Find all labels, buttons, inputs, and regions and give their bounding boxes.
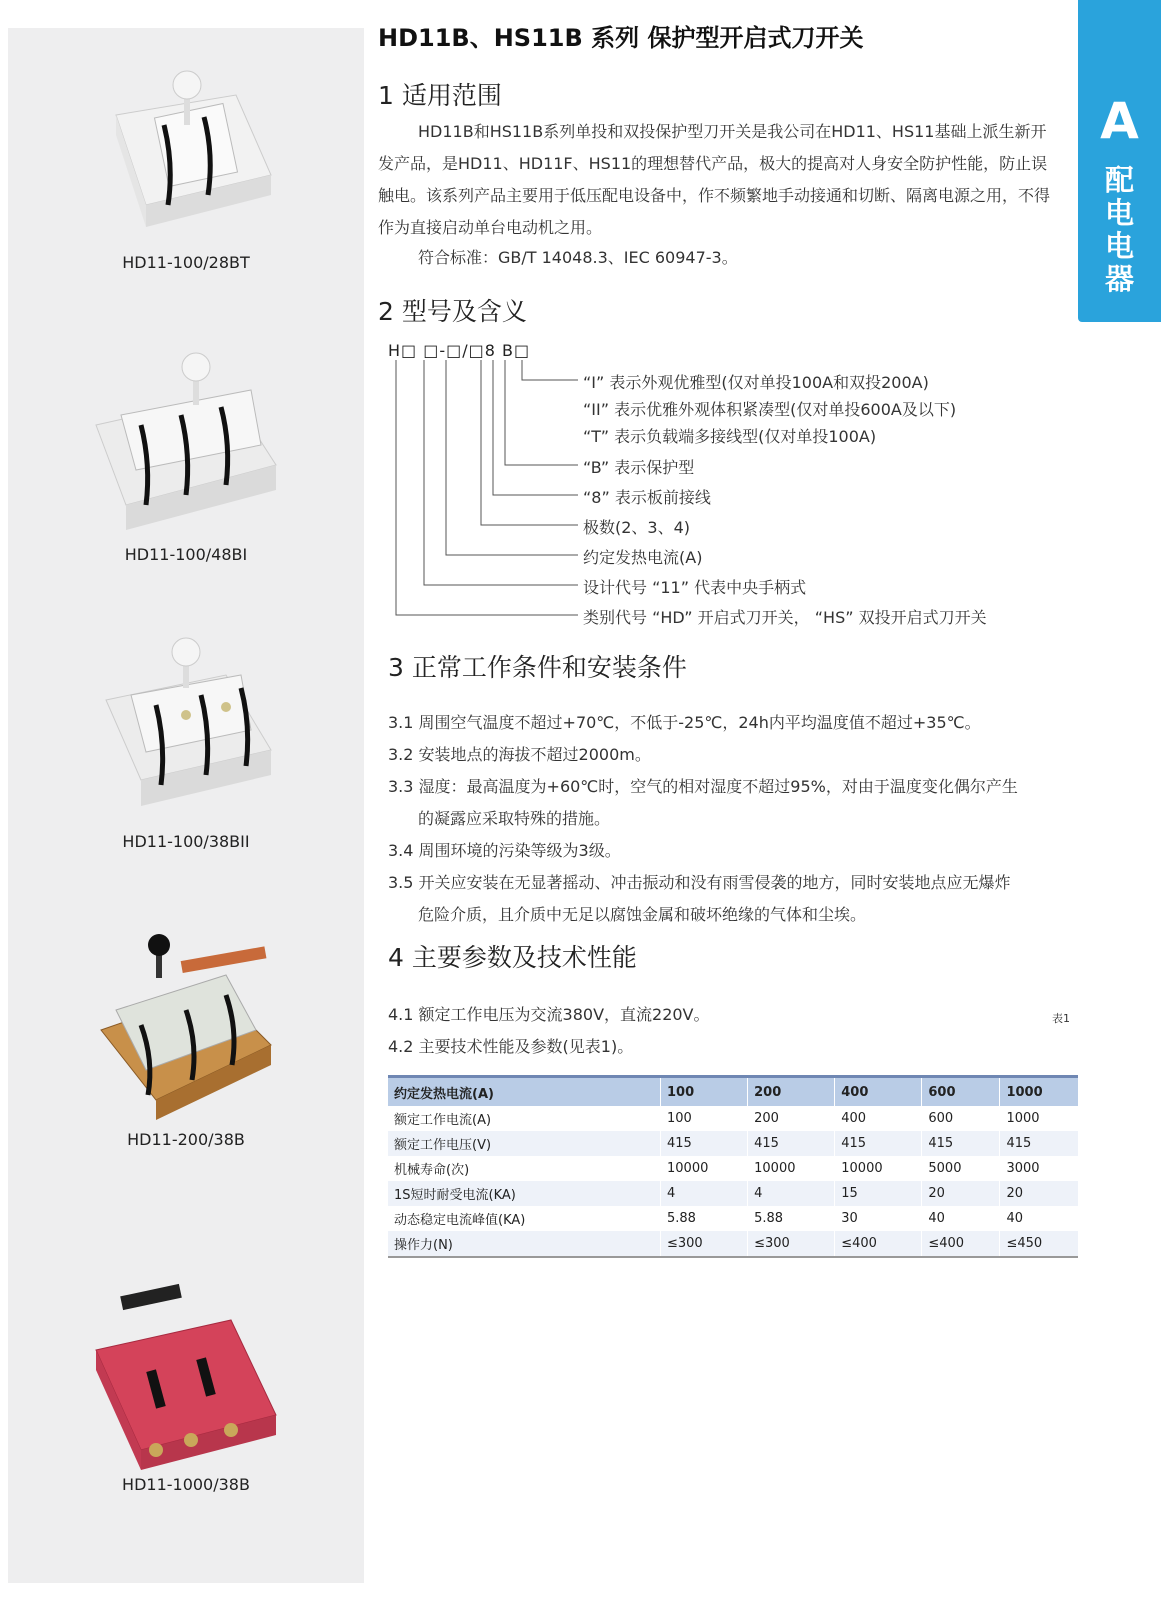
table-cell: 10000 bbox=[661, 1156, 748, 1181]
spec-table bbox=[388, 1075, 1078, 1258]
table-label: 表1 bbox=[1052, 1012, 1070, 1025]
model-item: “B” 表示保护型 bbox=[583, 458, 695, 477]
model-item: 极数(2、3、4) bbox=[583, 518, 691, 537]
table-cell: 3000 bbox=[1000, 1156, 1078, 1181]
product-hd11-100-48bi bbox=[8, 345, 364, 564]
table-cell: 415 bbox=[1000, 1131, 1078, 1156]
model-item: “II” 表示优雅外观体积紧凑型(仅对单投600A及以下) bbox=[583, 400, 957, 419]
section-tab bbox=[1078, 0, 1161, 322]
table-cell: 5000 bbox=[922, 1156, 1000, 1181]
table-cell: 机械寿命(次) bbox=[394, 1163, 470, 1178]
table-cell: 1S短时耐受电流(KA) bbox=[388, 1181, 661, 1206]
product-caption: HD11-100/28BT bbox=[122, 253, 250, 272]
model-item: 设计代号 “11” 代表中央手柄式 bbox=[583, 578, 807, 597]
table-row bbox=[388, 1106, 1078, 1131]
table-cell: 100 bbox=[661, 1106, 748, 1131]
table-cell: 40 bbox=[1000, 1206, 1078, 1231]
table-cell: 40 bbox=[922, 1206, 1000, 1231]
table-cell: 额定工作电流(A) bbox=[394, 1113, 492, 1128]
product-caption: HD11-100/38BII bbox=[122, 832, 250, 851]
product-caption: HD11-100/48BI bbox=[124, 545, 248, 564]
table-cell: 操作力(N) bbox=[388, 1231, 661, 1257]
table-cell: 30 bbox=[835, 1206, 922, 1231]
table-row bbox=[388, 1156, 1078, 1181]
table-header-cell: 1000 bbox=[1000, 1077, 1078, 1107]
condition-item: 3.5 开关应安装在无显著摇动、冲击振动和没有雨雪侵袭的地方，同时安装地点应无爆炸 bbox=[388, 873, 1011, 892]
param-item: 4.1 额定工作电压为交流380V，直流220V。 bbox=[388, 1005, 710, 1024]
model-item: “T” 表示负载端多接线型(仅对单投100A) bbox=[583, 427, 877, 446]
table-cell: 额定工作电压(V) bbox=[388, 1131, 661, 1156]
table-cell: ≤400 bbox=[922, 1231, 1000, 1257]
model-item: “I” 表示外观优雅型(仅对单投100A和双投200A) bbox=[583, 373, 929, 392]
section3-heading: 3 正常工作条件和安装条件 bbox=[388, 653, 687, 682]
table-cell: 200 bbox=[748, 1106, 835, 1131]
product-hd11-200-38b bbox=[8, 930, 364, 1149]
condition-item: 3.4 周围环境的污染等级为3级。 bbox=[388, 841, 621, 860]
table-cell: 600 bbox=[922, 1106, 1000, 1131]
table-row bbox=[388, 1231, 1078, 1257]
table-row bbox=[388, 1181, 1078, 1206]
model-code: H□ □-□/□8 B□ bbox=[388, 341, 531, 360]
switch-image-2 bbox=[81, 345, 291, 535]
table-row bbox=[388, 1206, 1078, 1231]
condition-item: 3.3 湿度：最高温度为+60℃时，空气的相对湿度不超过95%，对由于温度变化偶尔产生 bbox=[388, 777, 1018, 796]
table-cell: ≤450 bbox=[1000, 1231, 1078, 1257]
page-title: HD11B、HS11B 系列 保护型开启式刀开关 bbox=[378, 24, 864, 52]
table-cell: ≤300 bbox=[748, 1231, 835, 1257]
table-cell: 20 bbox=[922, 1181, 1000, 1206]
condition-item: 3.2 安装地点的海拔不超过2000m。 bbox=[388, 745, 651, 764]
table-cell: 1000 bbox=[1000, 1106, 1078, 1131]
switch-image-5 bbox=[81, 1280, 291, 1470]
table-cell: 15 bbox=[835, 1181, 922, 1206]
section1-standard: 符合标准：GB/T 14048.3、IEC 60947-3。 bbox=[418, 248, 738, 267]
table-cell: 5.88 bbox=[748, 1206, 835, 1231]
table-cell: 4 bbox=[661, 1181, 748, 1206]
condition-item-cont: 的凝露应采取特殊的措施。 bbox=[418, 809, 611, 828]
table-cell: 动态稳定电流峰值(KA) bbox=[394, 1213, 526, 1228]
table-cell: 4 bbox=[748, 1181, 835, 1206]
model-diagram-lines bbox=[388, 360, 588, 630]
table-header-cell: 600 bbox=[922, 1077, 1000, 1107]
section2-heading: 2 型号及含义 bbox=[378, 297, 527, 326]
table-header-cell: 约定发热电流(A) bbox=[388, 1077, 661, 1107]
section4-heading: 4 主要参数及技术性能 bbox=[388, 943, 637, 972]
product-hd11-100-38bii bbox=[8, 630, 364, 851]
product-caption: HD11-200/38B bbox=[127, 1130, 245, 1149]
table-cell: 20 bbox=[1000, 1181, 1078, 1206]
table-cell: 10000 bbox=[748, 1156, 835, 1181]
product-hd11-100-28bt bbox=[8, 55, 364, 272]
table-cell: 415 bbox=[661, 1131, 748, 1156]
table-header-cell: 100 bbox=[661, 1077, 748, 1107]
table-cell: 400 bbox=[835, 1106, 922, 1131]
product-hd11-1000-38b bbox=[8, 1280, 364, 1494]
model-item: 约定发热电流(A) bbox=[583, 548, 703, 567]
param-item: 4.2 主要技术性能及参数(见表1)。 bbox=[388, 1037, 634, 1056]
model-item: “8” 表示板前接线 bbox=[583, 488, 711, 507]
table-cell: 10000 bbox=[835, 1156, 922, 1181]
switch-image-1 bbox=[86, 55, 286, 245]
table-cell: 415 bbox=[922, 1131, 1000, 1156]
table-cell: 415 bbox=[748, 1131, 835, 1156]
table-header-row bbox=[388, 1077, 1078, 1107]
section-letter: A bbox=[1100, 92, 1139, 150]
section1-body: HD11B和HS11B系列单投和双投保护型刀开关是我公司在HD11、HS11基础上派生新开发产品，是HD11、HD11F、HS11的理想替代产品，极大的提高对人身安全防护性能，防止误触电。该系列产品主要用于低压配电设备中，作不频繁地手动接通和切断、隔离电源之用，不得作为直接启动单台电动机之用。 bbox=[378, 122, 1051, 237]
switch-image-3 bbox=[86, 630, 286, 820]
model-item: 类别代号 “HD” 开启式刀开关， “HS” 双投开启式刀开关 bbox=[583, 608, 987, 627]
table-cell: ≤400 bbox=[835, 1231, 922, 1257]
table-cell: 415 bbox=[835, 1131, 922, 1156]
table-header-cell: 200 bbox=[748, 1077, 835, 1107]
switch-image-4 bbox=[86, 930, 286, 1120]
table-row bbox=[388, 1131, 1078, 1156]
section-name: 配 电 电 器 bbox=[1104, 163, 1134, 296]
table-cell: ≤300 bbox=[661, 1231, 748, 1257]
section1-heading: 1 适用范围 bbox=[378, 81, 502, 110]
product-caption: HD11-1000/38B bbox=[122, 1475, 250, 1494]
condition-item-cont: 危险介质，且介质中无足以腐蚀金属和破坏绝缘的气体和尘埃。 bbox=[418, 905, 867, 924]
condition-item: 3.1 周围空气温度不超过+70℃，不低于-25℃，24h内平均温度值不超过+35℃。 bbox=[388, 713, 981, 732]
table-cell: 5.88 bbox=[661, 1206, 748, 1231]
table-header-cell: 400 bbox=[835, 1077, 922, 1107]
